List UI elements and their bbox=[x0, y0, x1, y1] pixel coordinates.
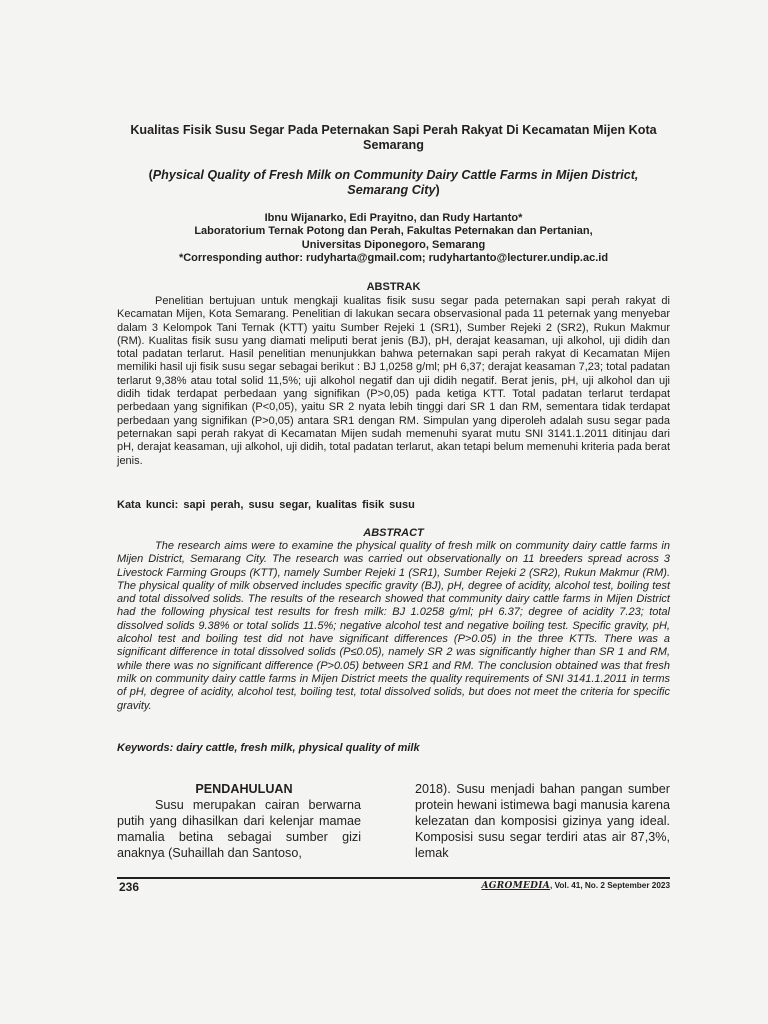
paper-title-english: (Physical Quality of Fresh Milk on Community Dairy Cattle Farms in Mijen District, Semarang City) bbox=[148, 168, 639, 197]
journal-logo: AGROMEDIA bbox=[481, 881, 551, 891]
pendahuluan-paragraph-right: 2018). Susu menjadi bahan pangan sumber protein hewani istimewa bagi manusia karena kelezatan dan komposisi gizinya yang ideal. Komposisi susu segar terdiri atas air 87,3%, lemak bbox=[415, 782, 670, 860]
section-heading-pendahuluan: PENDAHULUAN bbox=[195, 782, 293, 796]
affiliation-line-2: Universitas Diponegoro, Semarang bbox=[301, 238, 486, 251]
affiliation-line-1: Laboratorium Ternak Potong dan Perah, Fakultas Peternakan dan Pertanian, bbox=[194, 225, 593, 238]
abstract-body: The research aims were to examine the physical quality of fresh milk on community dairy cattle farms in Mijen District, Semarang City. The research was carried out observationally on 11 breeders spread across 3 Livestock Farming Groups (KTT), namely Sumber Rejeki 1 (SR1), Sumber Rejeki 2 (SR2), Rukun Makmur (RM). The physical quality of milk observed includes specific gravity (BJ), pH, degree of acidity, alcohol test, boiling test and total dissolved solids. The results of the research showed that community dairy cattle farms in Mijen District had the following physical test results for fresh milk: BJ 1.0258 g/ml; pH 6.37; degree of acidity 7.23; total dissolved solids 9.38% or total solids 11.5%; negative alcohol test and negative boiling test. Specific gravity, pH, alcohol test and boiling test did not have significant differences (P>0.05) in the three KTTs. There was a significant difference in total dissolved solids (P≤0.05), namely SR 2 was significantly higher than SR 1 and RM, while there was no significant difference (P>0.05) between SR1 and RM. The conclusion obtained was that fresh milk on community dairy cattle farms in Mijen District meets the quality requirements of SNI 3141.1.2011 in terms of pH, degree of acidity, alcohol test, boiling test, total dissolved solids, but does not meet the criteria for specific gravity. bbox=[117, 540, 670, 712]
paper-title-english-text: Physical Quality of Fresh Milk on Community Dairy Cattle Farms in Mijen District, Semarang City bbox=[152, 168, 639, 197]
page-number: 236 bbox=[119, 880, 140, 894]
paper-title: Kualitas Fisik Susu Segar Pada Peternakan Sapi Perah Rakyat Di Kecamatan Mijen Kota Semarang bbox=[130, 123, 657, 152]
abstrak-body: Penelitian bertujuan untuk mengkaji kualitas fisik susu segar pada peternakan sapi perah rakyat di Kecamatan Mijen, Kota Semarang. Penelitian di lakukan secara observasional pada 11 peternak yang menyebar dalam 3 Kelompok Tani Ternak (KTT) yaitu Sumber Rejeki 1 (SR1), Sumber Rejeki 2 (SR2), Rukun Makmur (RM). Kualitas fisik susu yang diamati meliputi berat jenis (BJ), pH, derajat keasaman, uji alkohol, uji didih dan total padatan terlarut. Hasil penelitian menunjukkan bahwa peternakan sapi perah rakyat di Kecamatan Mijen memiliki hasil uji fisik susu segar sebagai berikut : BJ 1,0258 g/ml; pH 6,37; derajat keasaman 7,23; total padatan terlarut 9,38% atau total solid 11,5%; uji alkohol negatif dan uji didih negatif. Berat jenis, pH, uji alkohol dan uji didih tidak terdapat perbedaan yang signifikan (P>0,05) pada ketiga KTT. Total padatan terlarut terdapat perbedaan yang signifikan (P<0,05), yaitu SR 2 nyata lebih tinggi dari SR 1 dan RM, sementara tidak terdapat perbedaan yang signifikan (P>0,05) antara SR1 dengan RM. Simpulan yang diperoleh adalah susu segar pada peternakan sapi perah rakyat di Kecamatan Mijen sudah memenuhi syarat mutu SNI 3141.1.2011 ditinjau dari pH, derajat keasaman, uji alkohol, uji didih, total padatan terlarut, akan tetapi belum memenuhi kriteria pada berat jenis. bbox=[117, 295, 670, 467]
corresponding-author: *Corresponding author: rudyharta@gmail.com; rudyhartanto@lecturer.undip.ac.id bbox=[178, 252, 609, 265]
abstrak-heading: ABSTRAK bbox=[366, 281, 421, 293]
journal-citation bbox=[482, 881, 671, 891]
footer-divider bbox=[117, 877, 670, 879]
abstract-heading: ABSTRACT bbox=[363, 527, 424, 539]
keywords: Keywords: dairy cattle, fresh milk, physical quality of milk bbox=[117, 742, 420, 754]
author-block bbox=[117, 212, 670, 266]
pendahuluan-paragraph-left: Susu merupakan cairan berwarna putih yang dihasilkan dari kelenjar mamae mamalia betina sebagai sumber gizi anaknya (Suhaillah dan Santoso, bbox=[117, 798, 361, 860]
journal-volume: , Vol. 41, No. 2 September 2023 bbox=[550, 881, 670, 890]
kata-kunci: Kata kunci: sapi perah, susu segar, kualitas fisik susu bbox=[117, 499, 415, 511]
body-column-left bbox=[117, 781, 361, 861]
authors: Ibnu Wijanarko, Edi Prayitno, dan Rudy Hartanto* bbox=[264, 212, 523, 224]
body-column-right bbox=[415, 781, 670, 861]
